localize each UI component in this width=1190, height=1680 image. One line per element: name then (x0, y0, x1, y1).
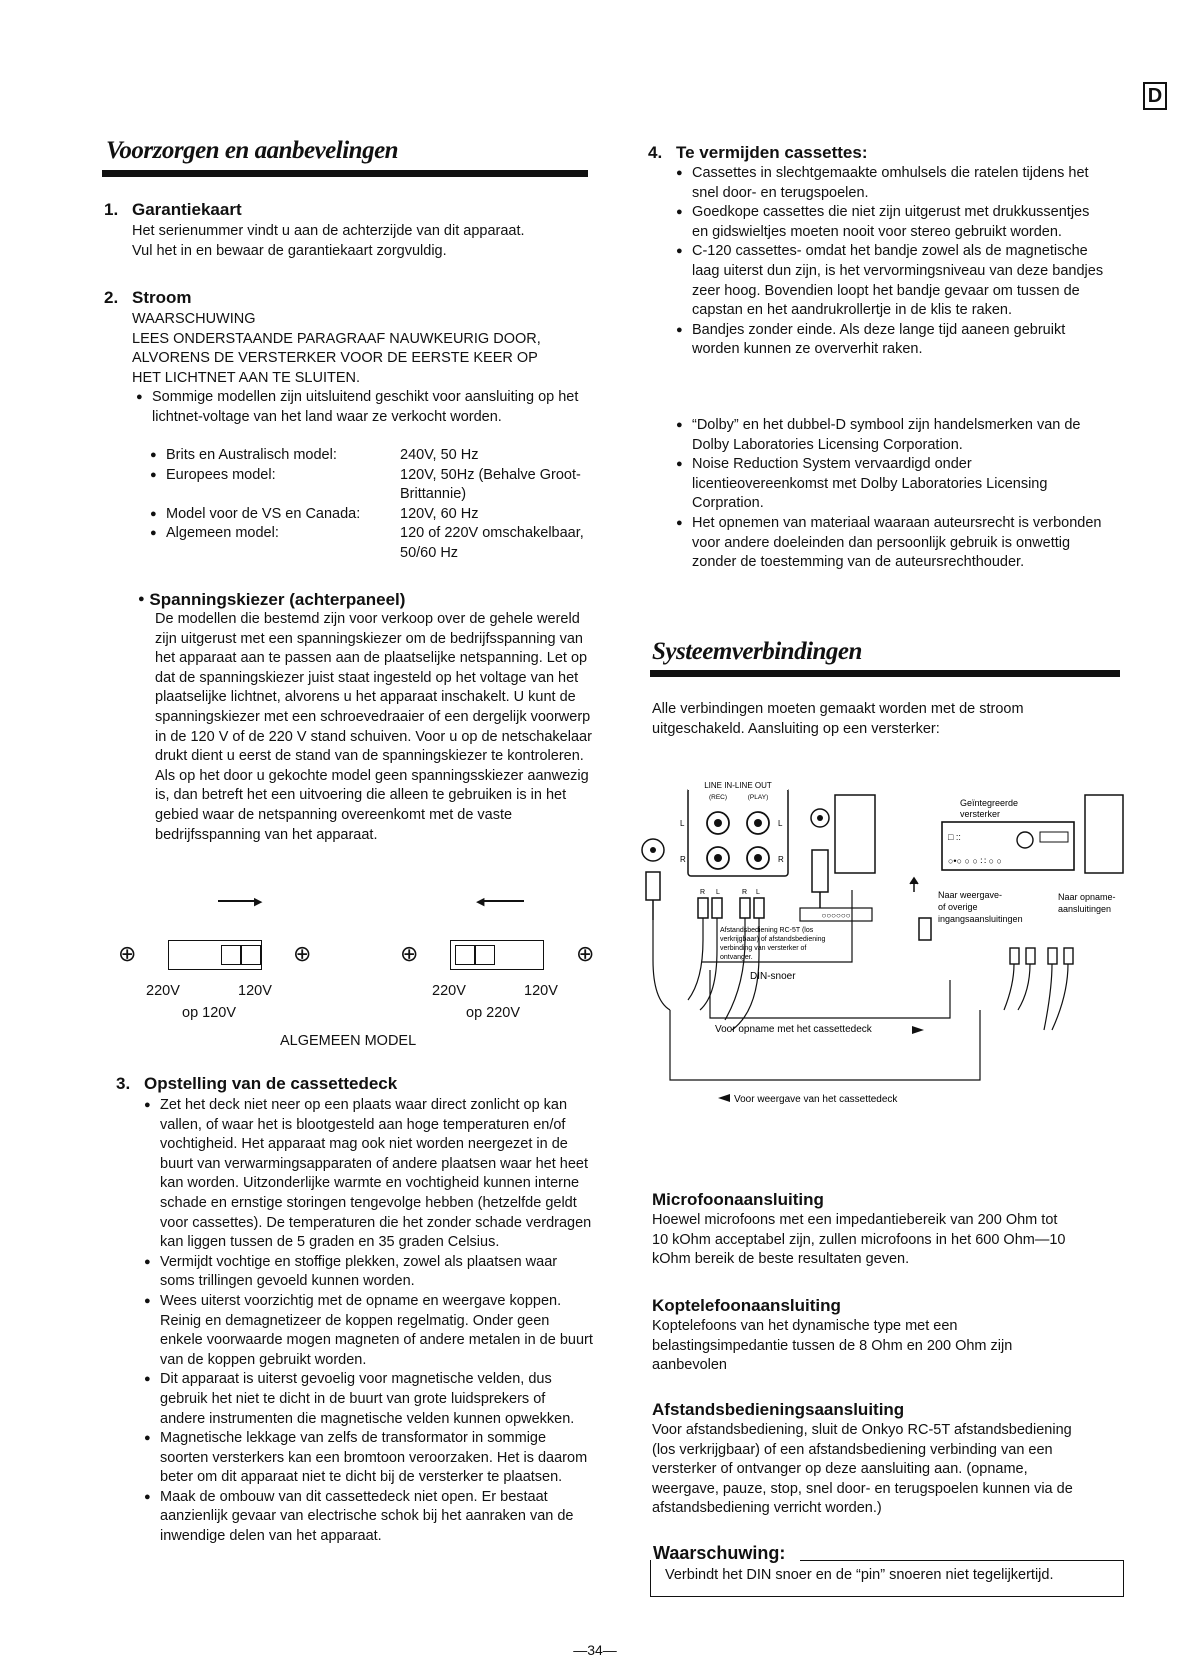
playback-input-label: of overige (938, 902, 978, 912)
page-badge: D (1143, 82, 1167, 110)
heading-afstandsbediening: Afstandsbedieningsaansluiting (652, 1400, 905, 1419)
koptelefoon-text: Koptelefoons van het dynamische type met een belastingsimpedantie tussen de 8 Ohm en 200 Ohm zijn aanbevolen (652, 1318, 1013, 1374)
r-label: R (700, 889, 706, 896)
speaker-icon (1085, 795, 1123, 873)
remote-label: ontvanger. (720, 954, 753, 961)
l-label: L (778, 819, 783, 828)
section-heading-garantiekaart: Garantiekaart (132, 200, 242, 219)
list-item: ● Noise Reduction System vervaardigd onder licentieovereenkomst met Dolby Laboratories Licensing Corpration. (676, 455, 1106, 514)
warning-text: Verbindt het DIN snoer en de “pin” snoeren niet tegelijkertijd. (665, 1567, 1054, 1583)
rca-jack-icon (707, 812, 729, 834)
record-output-label: Naar opname- (1058, 892, 1116, 902)
table-row: ● Brits en Australisch model: 240V, 50 Hz (150, 446, 600, 466)
playback-caption: Voor weergave van het cassettedeck (734, 1094, 898, 1105)
label-120v-right: 120V (524, 983, 558, 999)
label-op-220v: op 220V (466, 1005, 521, 1021)
section-number: 4. (648, 143, 663, 162)
voltage-switch-left (168, 940, 262, 970)
voltage-switch-right (450, 940, 544, 970)
section-heading-stroom: Stroom (132, 288, 192, 307)
rca-jack-icon (747, 812, 769, 834)
rec-label: (REC) (708, 794, 728, 801)
list-item: ● Dit apparaat is uiterst gevoelig voor magnetische velden, dus gebruik het niet te dicht in de buurt van grote luidsprekers of andere instrumenten die magnetische velden kunnen opwekken. (144, 1370, 594, 1429)
heading-koptelefoon: Koptelefoonaansluiting (652, 1296, 841, 1315)
list-item: ● Magnetische lekkage van zelfs de transformator in sommige soorten versterkers kan een bromtoon veroorzaken. Het is daarom beter om dit apparaat niet te dicht bij de versterker te plaatsen. (144, 1429, 594, 1488)
warning-box (650, 1560, 1124, 1597)
rca-jack-icon (707, 847, 729, 869)
list-item: ● Wees uiterst voorzichtig met de opname en weergave koppen. Reinig en demagnetizeer de koppen regelmatig. Onder geen enkele voorwaarde mogen magneten of andere metalen in de buurt van de koppen gebruikt worden. (144, 1292, 594, 1370)
record-caption: Voor opname met het cassettedeck (715, 1024, 872, 1035)
arrow-right-icon: ▶ (254, 896, 263, 908)
list-item: ● Bandjes zonder einde. Als deze lange tijd aaneen gebruikt worden kunnen ze oververhit raken. (676, 321, 1106, 360)
screw-icon: ⊕ (576, 941, 595, 966)
cassettes-list (676, 164, 1106, 360)
label-220v-left: 220V (146, 983, 180, 999)
remote-label: verbinding van versterker of (720, 945, 807, 952)
arrow-left-icon: ◀ (476, 896, 485, 908)
rca-jack-icon (747, 847, 769, 869)
list-item: ● Maak de ombouw van dit cassettedeck niet open. Er bestaat aanzienlijk gevaar van electrische schok bij het aanraken van de inwendige delen van het apparaat. (144, 1488, 594, 1547)
table-row: ● Algemeen model: 120 of 220V omschakelbaar, 50/60 Hz (150, 524, 600, 563)
svg-text:□ ::: □ :: (948, 832, 961, 842)
section-title-systeemverbindingen: Systeemverbindingen (652, 638, 862, 665)
connection-diagram (640, 780, 1130, 1110)
din-plug-icon (646, 872, 660, 900)
din-socket-icon (642, 839, 664, 861)
section-number: 1. (104, 200, 119, 219)
spanningskiezer-text: De modellen die bestemd zijn voor verkoop over de gehele wereld zijn uitgerust met een spanningskiezer om de bedrijfsspanning van het apparaat aan te passen aan de plaatselijke netspanning. Let op dat de spanningskiezer juist staat ingesteld op het voltage van het plaatselijke lichtnet, alvorens u het apparaat inschakelt. U kunt de spanningskiezer met een schroevedraaier of een dergelijk voorwerp in de 120 V of de 220 V stand schuiven. Voor u op de netschakelaar drukt dient u eerst de stand van de spanningskiezer te kontroleren. Als op het door u gekochte model geen spanningsskiezer aanwezig is, dan betreft het een uitvoering die alleen te gebruiken is in het gebied waar de netspanning overeenkomt met de vaste bedrijfsspanning van het apparaat. (155, 611, 592, 843)
svg-text:○○○○○○: ○○○○○○ (821, 911, 851, 920)
playback-input-label: ingangsaansluitingen (938, 914, 1023, 924)
microfoon-text: Hoewel microfoons met een impedantiebereik van 200 Ohm tot 10 kOhm acceptabel zijn, zullen microfoons in het 600 Ohm—10 kOhm bereik de beste resultaten geven. (652, 1212, 1066, 1268)
section-title-voorzorgen: Voorzorgen en aanbevelingen (106, 137, 399, 164)
remote-plug-icon (812, 850, 828, 892)
heading-spanningskiezer: ● Spanningskiezer (achterpaneel) (138, 590, 406, 609)
title-rule (650, 670, 1120, 677)
afstandsbediening-text: Voor afstandsbediening, sluit de Onkyo RC-5T afstandsbediening (los verkrijgbaar) of een afstandsbediening verbinding van een versterker of ontvanger op deze aansluiting aan. (opname, weergave, pauze, stop, snel door- en terugspoelen kunnen via de afstandsbediening verricht worden.) (652, 1422, 1073, 1517)
list-item: ● Het opnemen van materiaal waaraan auteursrecht is verbonden voor andere doeleinden dan persoonlijk gebruik is onwettig zonder de toestemming van de auteursrechthouder. (676, 514, 1106, 573)
arrow-right-shaft (218, 900, 258, 902)
remote-label: verkrijgbaar) of afstandsbediening (720, 936, 826, 943)
garantiekaart-text: Het serienummer vindt u aan de achterzijde van dit apparaat. Vul het in en bewaar de garantiekaart zorgvuldig. (132, 223, 525, 259)
table-row: ● Model voor de VS en Canada: 120V, 60 Hz (150, 505, 600, 525)
warning-title: Waarschuwing: (653, 1543, 786, 1563)
list-item: ● Sommige modellen zijn uitsluitend geschikt voor aansluiting op het lichtnet-voltage van het land waar ze verkocht worden. (136, 388, 586, 427)
line-in-out-label: LINE IN-LINE OUT (704, 781, 772, 790)
rca-plug-icon (698, 898, 764, 918)
l-label: L (756, 889, 760, 896)
list-item: ● Zet het deck niet neer op een plaats waar direct zonlicht op kan vallen, of waar het is blootgesteld aan hoge temperaturen en/of vochtigheid. Het apparaat mag ook niet worden neergezet in de buurt van verwarmingsapparaten of andere plaatsen waar het heet kan worden. Uitzonderlijke warmte en vochtigheid kunnen interne schade en ernstige storingen tengevolge hebben (hetzelfde geldt voor cassettes). De temperaturen die het zonder schade verdragen kan liggen tussen de 5 graden en 35 graden Celsius. (144, 1096, 594, 1253)
section-number: 3. (116, 1074, 131, 1093)
amp-label: versterker (960, 809, 1001, 819)
stroom-warning: WAARSCHUWING LEES ONDERSTAANDE PARAGRAAF NAUWKEURIG DOOR, ALVORENS DE VERSTERKER VOOR DE EERSTE KEER OP HET LICHTNET AAN TE SLUITEN. (132, 311, 541, 386)
screw-icon: ⊕ (118, 941, 137, 966)
trademark-list (676, 416, 1106, 573)
amp-label: Geïntegreerde (960, 798, 1019, 808)
playback-arrow-icon (718, 1094, 730, 1102)
r-label: R (742, 889, 748, 896)
systeem-text: Alle verbindingen moeten gemaakt worden met de stroom uitgeschakeld. Aansluiting op een versterker: (652, 701, 1024, 737)
play-label: (PLAY) (747, 794, 769, 801)
r-label: R (680, 855, 686, 864)
page-number: —34— (573, 1642, 617, 1658)
opstelling-list (144, 1096, 594, 1547)
table-row: ● Europees model: 120V, 50Hz (Behalve Groot-Brittannie) (150, 466, 600, 505)
heading-microfoon: Microfoonaansluiting (652, 1190, 824, 1209)
record-arrow-icon (912, 1026, 924, 1034)
section-heading-cassettes: Te vermijden cassettes: (676, 143, 868, 162)
label-op-120v: op 120V (182, 1005, 237, 1021)
r-label: R (778, 855, 784, 864)
screw-icon: ⊕ (293, 941, 312, 966)
din-label: DIN-snoer (750, 971, 796, 982)
record-output-label: aansluitingen (1058, 904, 1112, 914)
remote-socket-icon (811, 809, 829, 827)
arrow-left-shaft (484, 900, 524, 902)
label-220v-right: 220V (432, 983, 466, 999)
label-120v-left: 120V (238, 983, 272, 999)
voltage-table (150, 446, 600, 564)
screw-icon: ⊕ (400, 941, 419, 966)
section-number: 2. (104, 288, 119, 307)
list-item: ● Cassettes in slechtgemaakte omhulsels die ratelen tijdens het snel door- en terugspoelen. (676, 164, 1106, 203)
list-item: ● Vermijdt vochtige en stoffige plekken, zowel als plaatsen waar soms trillingen gevoeld kunnen worden. (144, 1253, 594, 1292)
list-item: ● C-120 cassettes- omdat het bandje zowel als de magnetische laag uiterst dun zijn, is het vervormingsniveau van deze bandjes zeer hoog. Bovendien loopt het bandje gevaar om tussen de capstan en het aandrukrollertje in de klis te raken. (676, 242, 1106, 320)
list-item: ● Goedkope cassettes die niet zijn uitgerust met drukkussentjes en gidswieltjes moeten nooit voor stereo gebruikt worden. (676, 203, 1106, 242)
speaker-icon (835, 795, 875, 873)
section-heading-opstelling: Opstelling van de cassettedeck (144, 1074, 398, 1093)
l-label: L (680, 819, 685, 828)
list-item: ● “Dolby” en het dubbel-D symbool zijn handelsmerken van de Dolby Laboratories Licensing Corporation. (676, 416, 1106, 455)
svg-text:○•○ ○ ○ ∷ ○ ○: ○•○ ○ ○ ∷ ○ ○ (948, 856, 1002, 866)
playback-input-label: Naar weergave- (938, 890, 1003, 900)
title-rule (102, 170, 588, 177)
switch-caption: ALGEMEEN MODEL (280, 1033, 417, 1049)
l-label: L (716, 889, 720, 896)
line-jack-panel (688, 788, 788, 876)
stroom-list (136, 388, 586, 427)
remote-label: Afstandsbediening RC-5T (los (720, 927, 814, 934)
